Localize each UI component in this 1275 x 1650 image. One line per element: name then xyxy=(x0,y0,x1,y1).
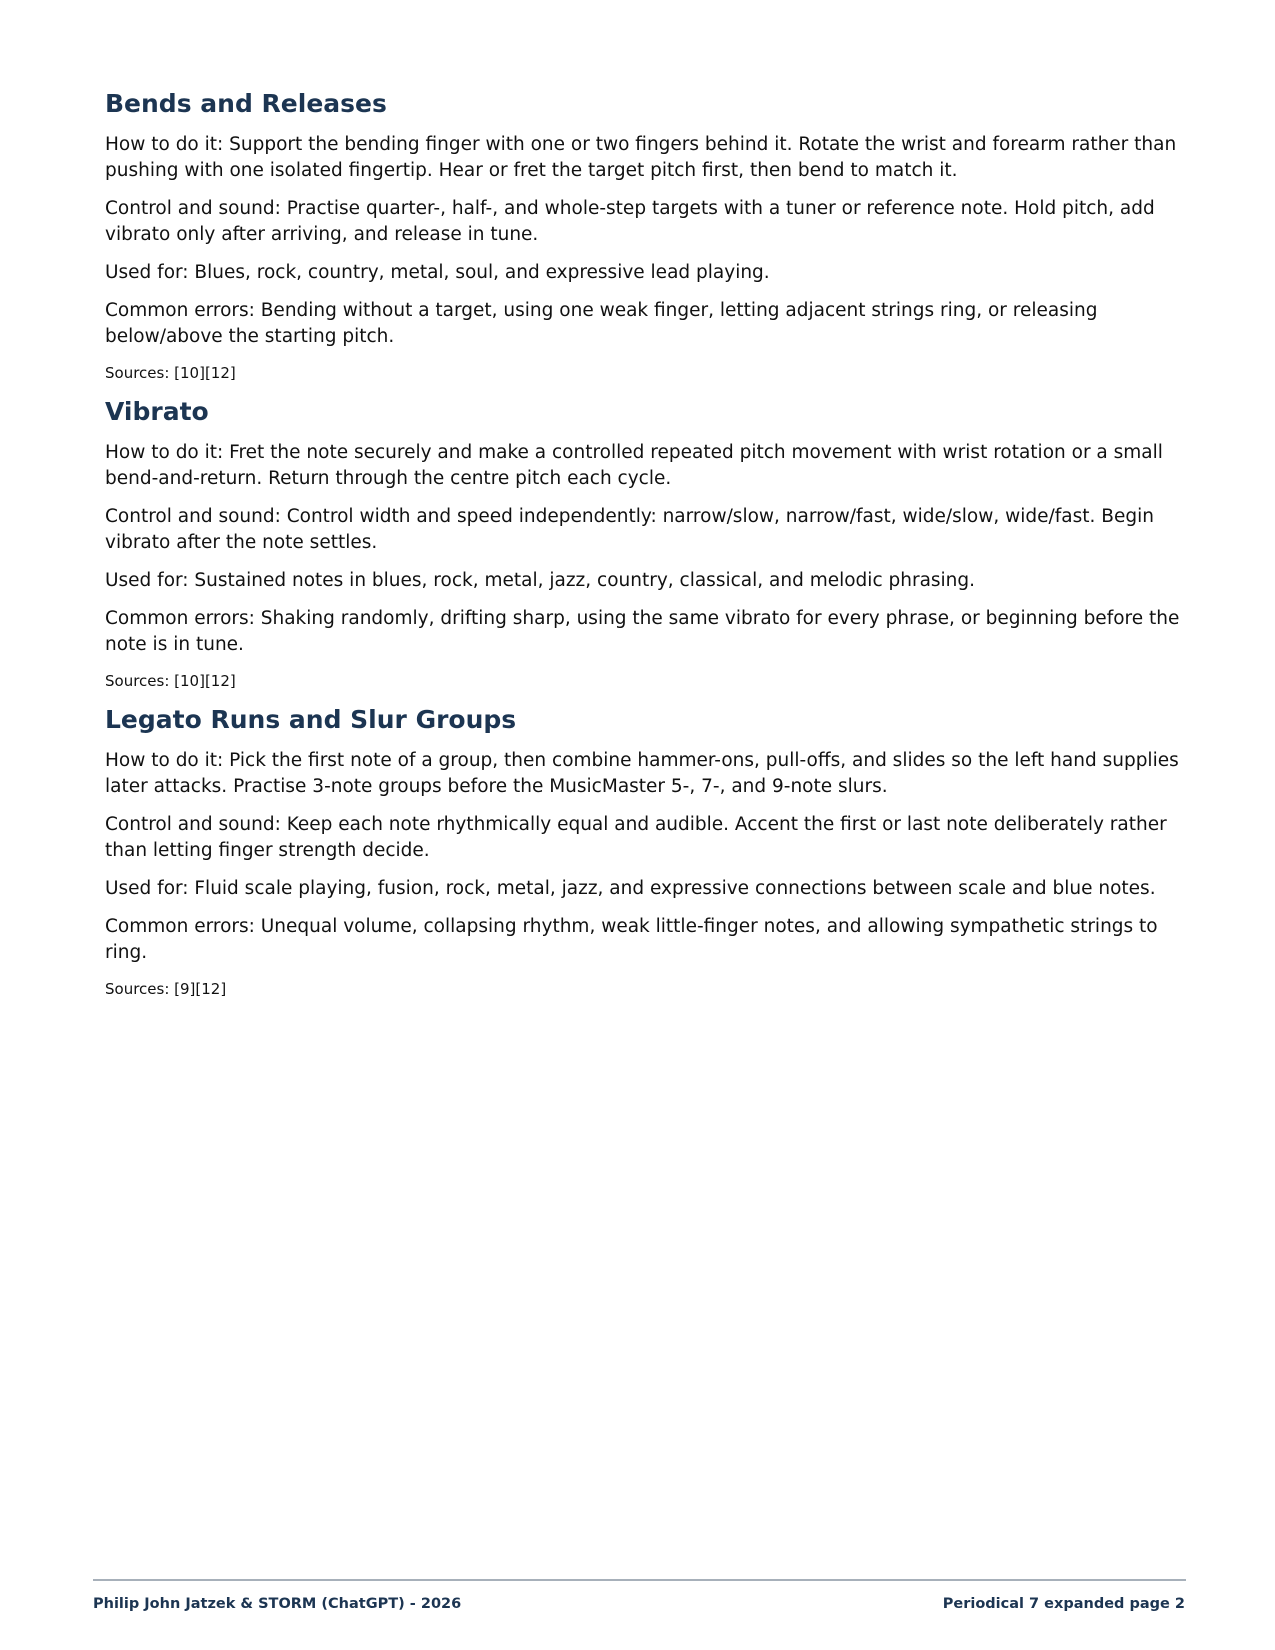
section-heading: Bends and Releases xyxy=(105,89,387,118)
paragraph-common-errors: Common errors: Unequal volume, collapsing rhythm, weak little-finger notes, and allowing sympathetic strings to ring. xyxy=(105,916,1158,963)
paragraph-control-and-sound: Control and sound: Practise quarter-, half-, and whole-step targets with a tuner or reference note. Hold pitch, add vibrato only after arriving, and release in tune. xyxy=(105,198,1155,245)
section-heading: Vibrato xyxy=(105,397,209,426)
footer-page-label: Periodical 7 expanded page 2 xyxy=(942,1596,1185,1612)
paragraph-used-for: Used for: Fluid scale playing, fusion, rock, metal, jazz, and expressive connections between scale and blue notes. xyxy=(105,878,1156,899)
paragraph-how-to: How to do it: Support the bending finger with one or two fingers behind it. Rotate the wrist and forearm rather than pushing with one isolated fingertip. Hear or fret the target pitch first, then bend to match it. xyxy=(105,134,1177,181)
sources-line: Sources: [10][12] xyxy=(105,364,236,382)
footer-author: Philip John Jatzek & STORM (ChatGPT) - 2026 xyxy=(93,1596,462,1612)
section-heading: Legato Runs and Slur Groups xyxy=(105,705,517,734)
section-legato-runs xyxy=(105,702,1180,1000)
paragraph-common-errors: Common errors: Bending without a target, using one weak finger, letting adjacent strings ring, or releasing below/above the starting pitch. xyxy=(105,300,1098,347)
paragraph-how-to: How to do it: Pick the first note of a group, then combine hammer-ons, pull-offs, and slides so the left hand supplies later attacks. Practise 3-note groups before the MusicMaster 5-, 7-, and 9-note slurs. xyxy=(105,750,1179,797)
paragraph-used-for: Used for: Sustained notes in blues, rock, metal, jazz, country, classical, and melodic phrasing. xyxy=(105,570,976,591)
section-vibrato xyxy=(105,394,1180,692)
sources-line: Sources: [9][12] xyxy=(105,980,227,998)
sources-line: Sources: [10][12] xyxy=(105,672,236,690)
paragraph-common-errors: Common errors: Shaking randomly, drifting sharp, using the same vibrato for every phrase, or beginning before the note is in tune. xyxy=(105,608,1180,655)
footer-divider xyxy=(93,1579,1186,1581)
paragraph-control-and-sound: Control and sound: Keep each note rhythmically equal and audible. Accent the first or last note deliberately rather than letting finger strength decide. xyxy=(105,814,1167,861)
paragraph-how-to: How to do it: Fret the note securely and make a controlled repeated pitch movement with wrist rotation or a small bend-and-return. Return through the centre pitch each cycle. xyxy=(105,442,1163,489)
paragraph-used-for: Used for: Blues, rock, country, metal, soul, and expressive lead playing. xyxy=(105,262,770,283)
section-bends-and-releases xyxy=(105,86,1180,384)
document-body xyxy=(105,86,1180,1010)
paragraph-control-and-sound: Control and sound: Control width and speed independently: narrow/slow, narrow/fast, wide/slow, wide/fast. Begin vibrato after the note settles. xyxy=(105,506,1154,553)
